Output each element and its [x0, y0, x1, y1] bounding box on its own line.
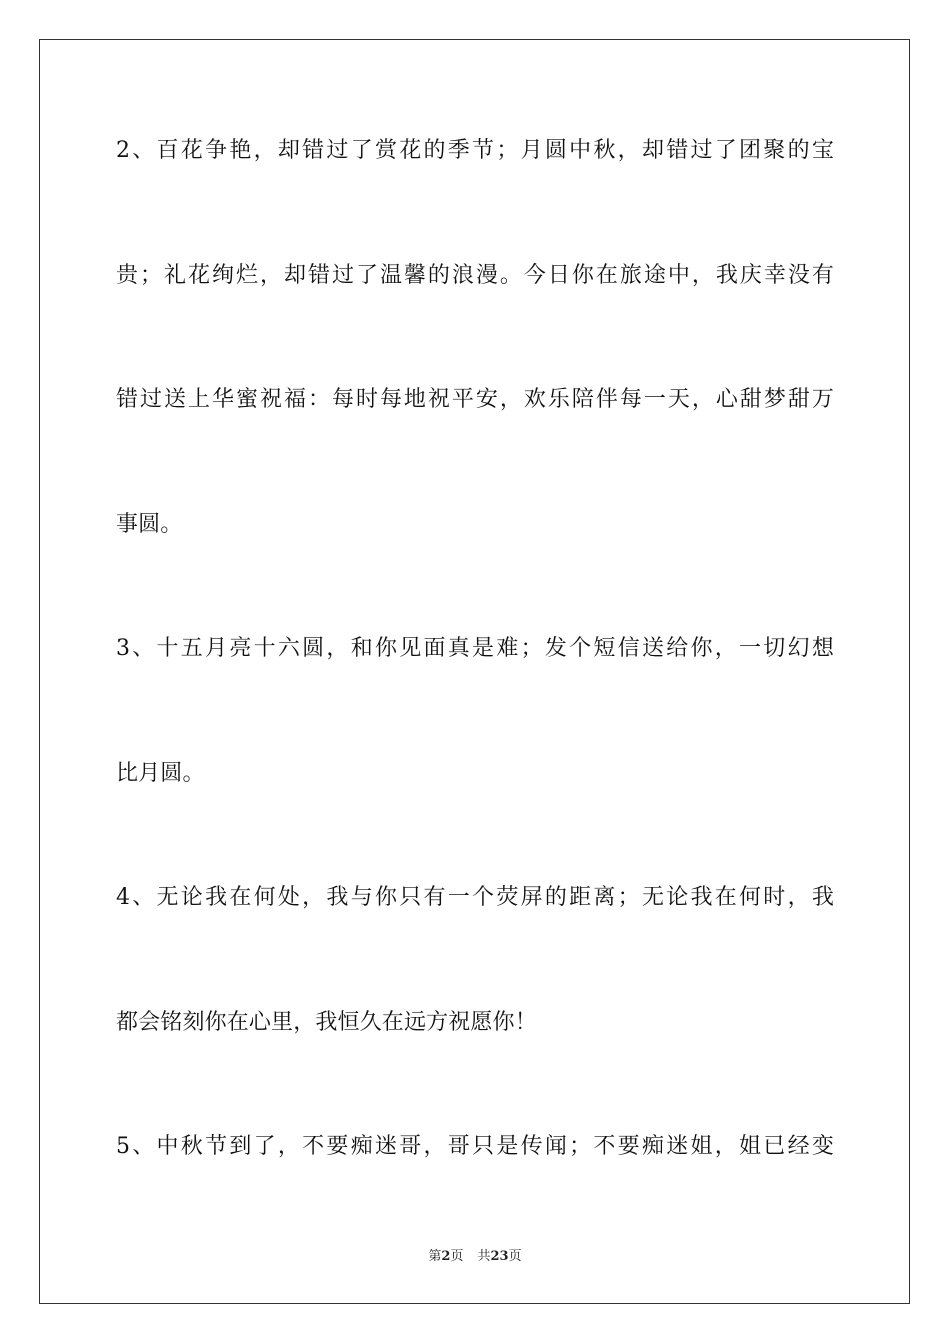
text-line: 5、中秋节到了，不要痴迷哥，哥只是传闻；不要痴迷姐，姐已经变 — [116, 1134, 834, 1159]
text-line: 3、十五月亮十六圆，和你见面真是难；发个短信送给你，一切幻想 — [116, 636, 834, 661]
page-current: 2 — [441, 1249, 451, 1264]
text-line: 比月圆。 — [116, 761, 205, 786]
text-line: 2、百花争艳，却错过了赏花的季节；月圆中秋，却错过了团聚的宝 — [116, 138, 834, 163]
total-prefix: 共 — [477, 1249, 491, 1264]
text-line: 都会铭刻你在心里，我恒久在远方祝愿你！ — [116, 1010, 537, 1035]
text-line: 事圆。 — [116, 512, 183, 537]
page-suffix: 页 — [450, 1249, 464, 1264]
total-suffix: 页 — [508, 1249, 522, 1264]
page-prefix: 第 — [428, 1249, 442, 1264]
text-line: 4、无论我在何处，我与你只有一个荧屏的距离；无论我在何时，我 — [116, 885, 834, 910]
page-total: 23 — [490, 1249, 509, 1264]
text-line: 贵；礼花绚烂，却错过了温馨的浪漫。今日你在旅途中，我庆幸没有 — [116, 263, 834, 288]
text-line: 错过送上华蜜祝福：每时每地祝平安，欢乐陪伴每一天，心甜梦甜万 — [116, 387, 834, 412]
page-frame — [39, 39, 910, 1304]
page-footer — [0, 1248, 950, 1266]
